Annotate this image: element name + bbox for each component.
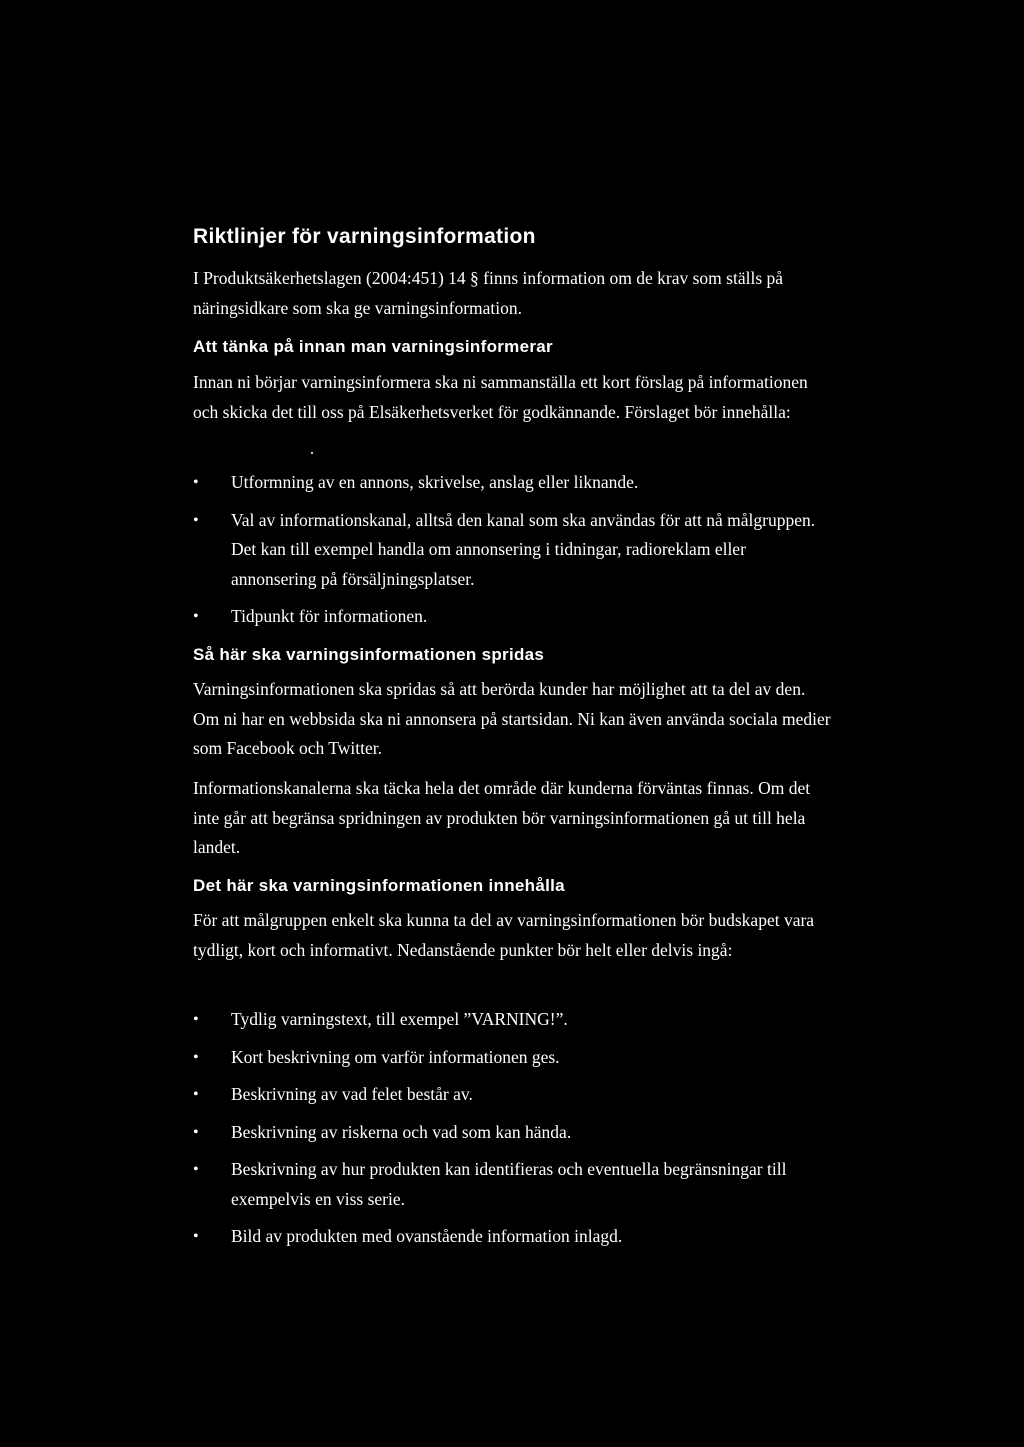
list-item [193,1005,823,1035]
list-item [193,602,823,632]
section2-heading: Så här ska varningsinformationen spridas [193,645,545,664]
bullet-icon: • [193,608,199,625]
list-item [193,468,823,498]
list-item-text: Kort beskrivning om varför informationen ges. [231,1046,560,1067]
section2-paragraph-2: Informationskanalerna ska täcka hela det område där kunderna förväntas finnas. Om det inte går att begränsa spridningen av produkten bör varningsinformationen gå ut till hela landet. [193,778,811,857]
section1-heading: Att tänka på innan man varningsinformerar [193,337,553,356]
list-item [193,1155,823,1214]
list-item-text: Tydlig varningstext, till exempel ”VARNING!”. [231,1009,568,1029]
list-item [193,1080,823,1110]
bullet-icon: • [193,474,199,491]
bullet-icon: • [193,511,199,529]
bullet-icon: • [193,1123,199,1141]
bullet-icon: • [193,1161,199,1178]
section3-paragraph: För att målgruppen enkelt ska kunna ta del av varningsinformationen bör budskapet vara tydligt, kort och informativt. Nedanstående punkter bör helt eller delvis ingå: [193,910,815,960]
list-item-text: Beskrivning av riskerna och vad som kan hända. [231,1121,572,1142]
intro-paragraph: I Produktsäkerhetslagen (2004:451) 14 § finns information om de krav som ställs på näringsidkare som ska ge varningsinformation. [193,268,784,318]
section1-paragraph: Innan ni börjar varningsinformera ska ni sammanställa ett kort förslag på informationen och skicka det till oss på Elsäkerhetsverket för godkännande. Förslaget bör innehålla: [193,372,808,422]
list-item-text: Beskrivning av vad felet består av. [231,1084,473,1104]
bullet-icon: • [193,1011,199,1028]
list-item-text: Tidpunkt för informationen. [231,606,428,626]
stray-dot [311,452,313,454]
list-item [193,1043,823,1073]
list-item-text: Val av informationskanal, alltså den kanal som ska användas för att nå målgruppen. Det kan till exempel handla om annonsering i tidningar, radioreklam eller annonsering på försäljningsplatser. [231,509,816,589]
document-title: Riktlinjer för varningsinformation [193,225,536,248]
section3-bullet-list [193,1005,823,1260]
bullet-icon: • [193,1048,199,1066]
list-item-text: Utformning av en annons, skrivelse, anslag eller liknande. [231,472,639,492]
bullet-icon: • [193,1228,199,1245]
bullet-icon: • [193,1086,199,1103]
list-item-text: Beskrivning av hur produkten kan identifieras och eventuella begränsningar till exempelvis en viss serie. [231,1159,787,1209]
section1-bullet-list [193,468,823,640]
list-item-text: Bild av produkten med ovanstående information inlagd. [231,1226,623,1246]
list-item [193,1118,823,1148]
section2-paragraph-1: Varningsinformationen ska spridas så att berörda kunder har möjlighet att ta del av den. Om ni har en webbsida ska ni annonsera på startsidan. Ni kan även använda sociala medier som Facebook och Twitter. [193,679,831,758]
list-item [193,1222,823,1252]
list-item [193,506,823,595]
section3-heading: Det här ska varningsinformationen innehålla [193,876,565,895]
